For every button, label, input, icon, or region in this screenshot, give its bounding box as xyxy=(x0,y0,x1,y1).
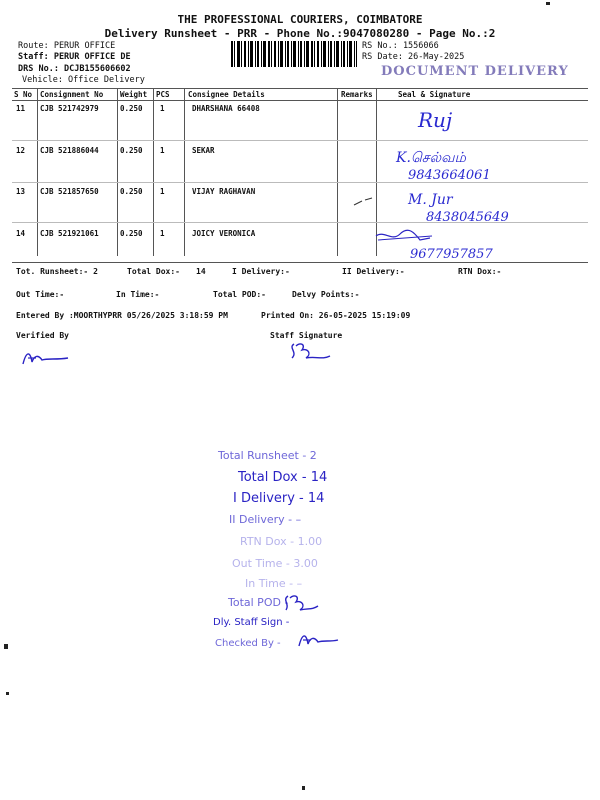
total-dox-label: Total Dox:- xyxy=(127,267,180,276)
row-weight: 0.250 xyxy=(120,104,143,113)
row-consignee: SEKAR xyxy=(192,146,215,155)
col-pcs: PCS xyxy=(156,90,170,99)
row-weight: 0.250 xyxy=(120,187,143,196)
stamp-i-delivery: I Delivery - 14 xyxy=(233,491,325,506)
row-weight: 0.250 xyxy=(120,229,143,238)
rtn-dox-label: RTN Dox:- xyxy=(458,267,502,276)
row4-signature-scribble xyxy=(374,228,434,248)
row-consignee: DHARSHANA 66408 xyxy=(192,104,260,113)
vehicle-label: Vehicle: Office Delivery xyxy=(22,75,145,85)
ii-delivery-label: II Delivery:- xyxy=(342,267,405,276)
runsheet-title: Delivery Runsheet - PRR - Phone No.:9047080280 - Page No.:2 xyxy=(104,27,496,40)
stamp-pod-signature xyxy=(280,592,320,616)
verified-by-signature xyxy=(20,346,72,370)
row-pcs: 1 xyxy=(160,146,165,155)
row-weight: 0.250 xyxy=(120,146,143,155)
row2-receiver-name: K.செல்வம் xyxy=(396,150,466,166)
stamp-ii-delivery: II Delivery - – xyxy=(229,513,302,526)
scan-speck xyxy=(546,2,550,5)
staff-label: Staff: PERUR OFFICE DE xyxy=(18,52,131,62)
col-divider xyxy=(184,88,185,256)
stamp-in-time: In Time - – xyxy=(245,577,303,590)
tot-runsheet: Tot. Runsheet:- 2 xyxy=(16,267,98,276)
rs-date: RS Date: 26-May-2025 xyxy=(362,52,465,62)
rs-number: RS No.: 1556066 xyxy=(362,41,439,51)
stamp-dly-staff-sign: Dly. Staff Sign - xyxy=(213,617,290,628)
route-label: Route: PERUR OFFICE xyxy=(18,41,116,51)
row-pcs: 1 xyxy=(160,187,165,196)
remarks-mark xyxy=(352,196,374,208)
row4-receiver-phone: 9677957857 xyxy=(410,247,493,262)
col-divider xyxy=(337,88,338,256)
total-pod-label: Total POD:- xyxy=(213,290,266,299)
table-header-rule xyxy=(12,100,588,101)
in-time-label: In Time:- xyxy=(116,290,160,299)
stamp-rtn-dox: RTN Dox - 1.00 xyxy=(240,535,323,548)
drs-number: DRS No.: DCJB155606602 xyxy=(18,64,131,74)
col-divider xyxy=(117,88,118,256)
stamp-checked-signature xyxy=(296,630,340,652)
scan-speck xyxy=(302,786,305,790)
row-pcs: 1 xyxy=(160,104,165,113)
col-divider xyxy=(153,88,154,256)
row-pcs: 1 xyxy=(160,229,165,238)
stamp-out-time: Out Time - 3.00 xyxy=(232,557,318,570)
row-consignment: CJB 521921061 xyxy=(40,229,99,238)
row-sno: 14 xyxy=(16,229,26,238)
stamp-total-runsheet: Total Runsheet - 2 xyxy=(218,449,317,462)
entered-by: Entered By :MOORTHYPRR 05/26/2025 3:18:59 PM xyxy=(16,311,228,320)
stamp-total-pod: Total POD - xyxy=(228,596,289,609)
row-consignment: CJB 521857650 xyxy=(40,187,99,196)
company-name: THE PROFESSIONAL COURIERS, COIMBATORE xyxy=(177,13,423,26)
col-seal-signature: Seal & Signature xyxy=(398,90,471,99)
barcode-image xyxy=(231,41,357,67)
row3-receiver-name: M. Jur xyxy=(408,192,453,208)
row-consignee: VIJAY RAGHAVAN xyxy=(192,187,256,196)
i-delivery-label: I Delivery:- xyxy=(232,267,290,276)
row-consignment: CJB 521742979 xyxy=(40,104,99,113)
row2-receiver-phone: 9843664061 xyxy=(408,168,491,183)
row-sno: 12 xyxy=(16,146,26,155)
row-consignee: JOICY VERONICA xyxy=(192,229,256,238)
table-top-rule xyxy=(12,88,588,89)
staff-signature-scribble xyxy=(286,340,334,366)
stamp-checked-by: Checked By - xyxy=(215,638,281,649)
col-consignment: Consignment No xyxy=(40,90,104,99)
delvy-points-label: Delvy Points:- xyxy=(292,290,360,299)
scan-speck xyxy=(6,692,9,695)
col-sno: S No xyxy=(14,90,33,99)
document-delivery-stamp: DOCUMENT DELIVERY xyxy=(381,64,569,79)
table-bottom-rule xyxy=(12,262,588,263)
row1-signature: Ruj xyxy=(418,108,453,132)
row-sno: 13 xyxy=(16,187,26,196)
stamp-total-dox: Total Dox - 14 xyxy=(238,470,328,485)
verified-by-label: Verified By xyxy=(16,331,69,340)
staff-signature-label: Staff Signature xyxy=(270,331,343,340)
col-remarks: Remarks xyxy=(341,90,373,99)
row-divider xyxy=(12,182,588,183)
total-dox-value: 14 xyxy=(196,267,206,276)
col-weight: Weight xyxy=(120,90,148,99)
col-divider xyxy=(37,88,38,256)
scan-speck xyxy=(4,644,8,649)
printed-on: Printed On: 26-05-2025 15:19:09 xyxy=(261,311,411,320)
out-time-label: Out Time:- xyxy=(16,290,65,299)
col-consignee: Consignee Details xyxy=(188,90,265,99)
row3-receiver-phone: 8438045649 xyxy=(426,210,509,225)
row-consignment: CJB 521886044 xyxy=(40,146,99,155)
row-sno: 11 xyxy=(16,104,26,113)
row-divider xyxy=(12,140,588,141)
